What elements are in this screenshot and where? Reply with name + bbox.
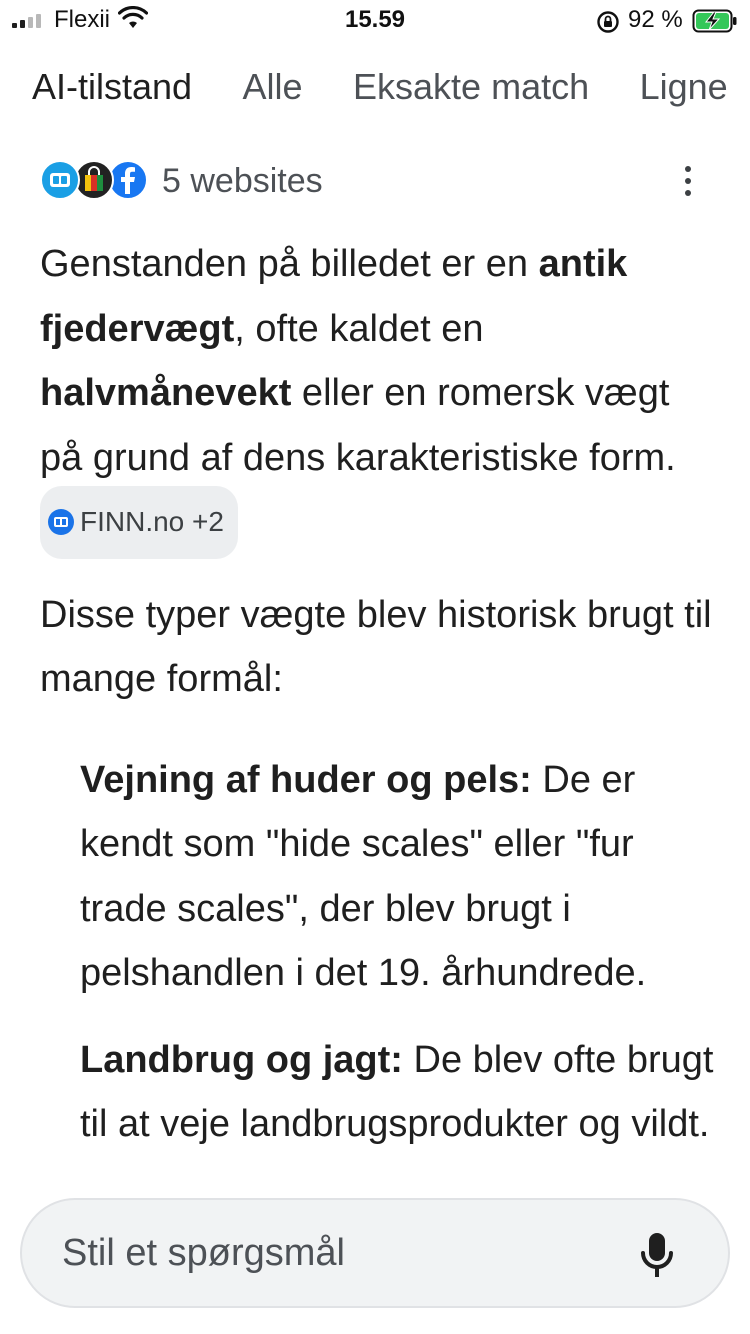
answer-emphasis: halvmånevekt — [40, 372, 292, 414]
facebook-icon — [108, 160, 148, 200]
bullet-heading: Landbrug og jagt: — [80, 1038, 403, 1081]
ask-input[interactable] — [20, 1198, 730, 1308]
search-mode-tabs — [32, 66, 750, 108]
source-favicons[interactable] — [40, 158, 150, 202]
bullet-heading: Vejning af huder og pels: — [80, 758, 532, 801]
status-bar — [0, 0, 750, 44]
sources-row[interactable] — [40, 158, 720, 204]
clock: 15.59 — [344, 6, 406, 33]
list-item — [40, 1028, 720, 1157]
list-item — [40, 748, 720, 1006]
battery-charging-icon — [692, 9, 738, 33]
citation-label: FINN.no +2 — [80, 506, 224, 537]
answer-paragraph-1 — [40, 232, 720, 563]
finn-icon — [40, 160, 80, 200]
carrier-name: Flexii — [54, 6, 111, 33]
answer-text: , ofte kaldet en — [234, 307, 484, 350]
bullet-text: De blev ofte brugt til at veje landbrugsprodukter og vildt. — [80, 1038, 714, 1145]
orientation-lock-icon — [596, 10, 620, 34]
answer-paragraph-2: Disse typer vægte blev historisk brugt til mange formål: — [40, 593, 712, 700]
more-vert-icon[interactable] — [684, 166, 692, 196]
bullet-text: De er kendt som "hide scales" eller "fur trade scales", der blev brugt i pelshandlen i det 19. århundrede. — [80, 758, 647, 994]
answer-bullet-list — [40, 748, 720, 1157]
citation-chip[interactable] — [40, 486, 238, 559]
ask-placeholder: Stil et spørgsmål — [62, 1232, 345, 1274]
answer-text: eller en romersk vægt på grund af dens karakteristiske form. — [40, 372, 676, 479]
finn-icon — [48, 509, 74, 535]
answer-text: Genstanden på billedet er en — [40, 243, 539, 285]
microphone-icon[interactable] — [640, 1232, 674, 1278]
answer-emphasis: antik fjedervægt — [40, 243, 628, 350]
tab-similar[interactable]: Ligne — [639, 66, 728, 107]
ai-answer — [40, 232, 720, 1177]
battery-percentage: 92 % — [628, 6, 683, 33]
tab-ai-mode[interactable]: AI-tilstand — [32, 66, 193, 107]
tab-all[interactable]: Alle — [242, 66, 303, 107]
tab-exact-match[interactable]: Eksakte match — [353, 66, 590, 107]
shop-bag-icon — [74, 160, 114, 200]
sources-count[interactable]: 5 websites — [162, 162, 323, 200]
